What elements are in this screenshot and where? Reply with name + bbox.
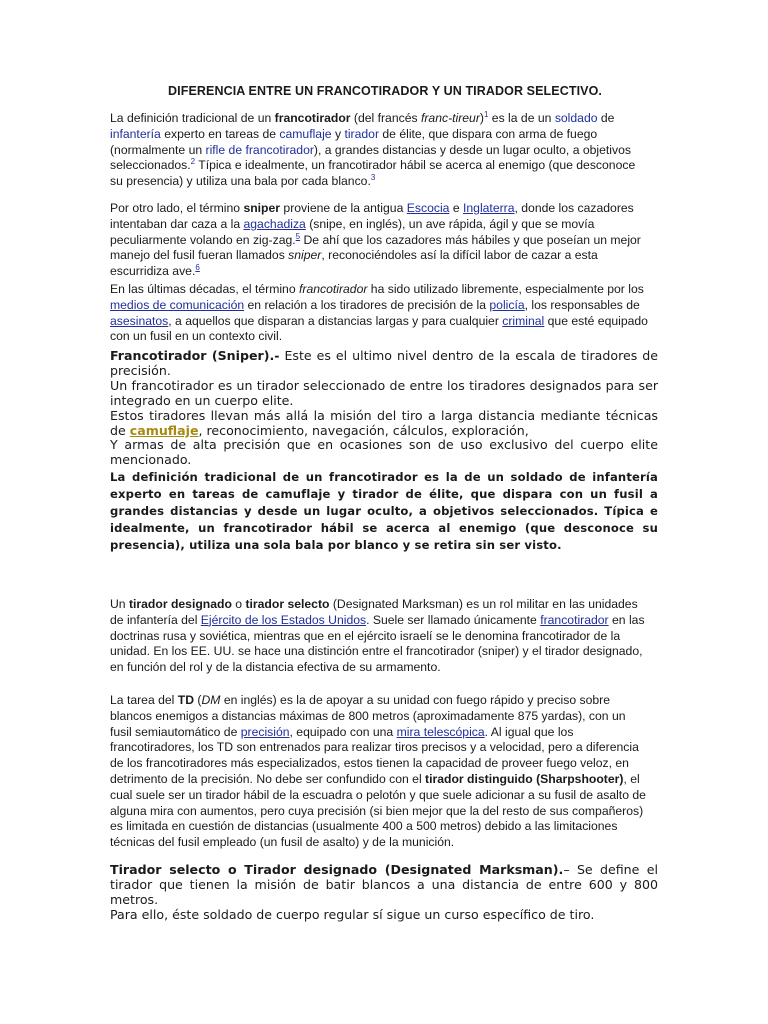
term-tirador-selecto: tirador selecto (245, 597, 330, 611)
text: Típica e idealmente, un francotirador hábil se acerca al enemigo (que desconoce su presencia) y utiliza una bala por cada blanco. (110, 158, 636, 189)
link-francotirador[interactable]: francotirador (540, 612, 609, 627)
text: proviene de la antigua (280, 201, 407, 215)
link-ejercito-eeuu[interactable]: Ejército de los Estados Unidos (200, 612, 367, 627)
text: Por otro lado, el término (110, 201, 244, 215)
paragraph-francotirador-sniper (110, 349, 658, 468)
text: en relación a los tiradores de precisión de la (244, 297, 490, 312)
paragraph-bold-definition: La definición tradicional de un francotirador es la de un soldado de infantería experto en tareas de camuflaje y tirador de élite, que dispara con un fusil a grandes distancias y desde un lugar oculto, a objetivos seleccionados. Típica e idealmente, un francotirador hábil se acerca al enemigo (que desconoce su presencia), utiliza una sola bala por blanco y se retira sin ser visto. (110, 470, 658, 552)
page-title: DIFERENCIA ENTRE UN FRANCOTIRADOR Y UN TIRADOR SELECTIVO. (168, 84, 602, 98)
text: Estos tiradores llevan más allá la misión del tiro a larga distancia mediante técnicas de (110, 407, 658, 438)
text: en inglés) es la de apoyar a su unidad con fuego rápido y preciso sobre blancos enemigos a distancias máximas de 800 metros (aproximadamente 875 yardas), con un fusil semiautomático de (110, 693, 626, 739)
text: ), a grandes distancias y desde un lugar oculto, a objetivos seleccionados. (110, 142, 631, 173)
line-group (110, 409, 658, 439)
paragraph-tirador-designado (110, 597, 650, 676)
paragraph-tirador-selecto (110, 863, 658, 923)
text: – Se define el tirador que tienen la misión de batir blancos a una distancia de entre 600 y 800 metros. (110, 862, 658, 907)
link-precision[interactable]: precisión (240, 724, 290, 739)
text: De ahí que los cazadores más hábiles y que poseían un mejor manejo del fusil fueran llamados (110, 232, 641, 263)
text: , donde los cazadores intentaban dar caza a la (110, 201, 634, 231)
link-agachadiza[interactable]: agachadiza (243, 216, 306, 231)
text: , equipado con una (289, 724, 397, 739)
link-infanteria[interactable]: infantería (110, 126, 161, 141)
text: o (231, 597, 246, 611)
term-francotirador-italic: francotirador (299, 282, 368, 296)
text: , reconociéndoles así la difícil labor de cazar a esta escurridiza ave. (110, 248, 598, 279)
line-group (110, 349, 658, 379)
term-franc-tireur: franc-tireur (420, 111, 480, 125)
text: . Suele ser llamado únicamente (366, 612, 541, 627)
text: Para ello, éste soldado de cuerpo regular sí sigue un curso específico de tiro. (110, 906, 595, 922)
link-camuflaje[interactable]: camuflaje (279, 126, 332, 141)
section-heading: Francotirador (Sniper).- (110, 348, 280, 363)
text: ) (479, 111, 484, 125)
paragraph-tarea-td (110, 693, 650, 851)
section-heading: Tirador selecto o Tirador designado (Designated Marksman). (110, 862, 564, 877)
footnote-link[interactable]: 1 (483, 109, 489, 119)
link-inglaterra[interactable]: Inglaterra (463, 201, 515, 215)
term-francotirador: francotirador (274, 111, 351, 125)
footnote-link[interactable]: 5 (295, 231, 301, 241)
text: de (597, 111, 615, 125)
text: La tarea del (110, 693, 178, 707)
text: , el cual suele ser un tirador hábil de la escuadra o pelotón y que suele adicionar a su fusil de asalto de alguna mira con aumentos, pero cuya precisión (si bien mejor que la del resto de sus compañeros) es limitada en cuestión de distancias (usualmente 400 a 500 metros) debido a las limitaciones técnicas del fusil empleado (un fusil de asalto) y de la munición. (110, 771, 646, 850)
text: , a aquellos que disparan a distancias largas y para cualquier (168, 313, 503, 328)
term-tirador-distinguido: tirador distinguido (Sharpshooter) (425, 771, 624, 786)
link-rifle-de-francotirador[interactable]: rifle de francotirador (205, 142, 314, 157)
link-criminal[interactable]: criminal (502, 313, 545, 328)
text: ha sido utilizado libremente, especialmente por los (367, 282, 644, 296)
paragraph-definition (110, 111, 650, 190)
term-sniper-italic: sniper (288, 248, 322, 263)
text: , reconocimiento, navegación, cálculos, exploración, (198, 422, 529, 438)
paragraph-sniper-origin (110, 201, 650, 280)
link-policia[interactable]: policía (489, 297, 525, 312)
term-sniper: sniper (243, 201, 281, 215)
line-group (110, 863, 658, 908)
text: que esté equipado con un fusil en un contexto civil. (110, 313, 648, 344)
text: (del francés (350, 111, 421, 125)
text: experto en tareas de (160, 126, 280, 141)
text: En las últimas décadas, el término (110, 282, 299, 296)
link-asesinatos[interactable]: asesinatos (110, 313, 169, 328)
text: Y armas de alta precisión que en ocasiones son de uso exclusivo del cuerpo elite mencionado. (110, 437, 658, 468)
term-dm: DM (201, 693, 221, 707)
text: (snipe, en inglés), un ave rápida, ágil y que se movía peculiarmente volando en zig-zag. (110, 216, 595, 247)
link-soldado[interactable]: soldado (554, 111, 598, 125)
link-mira-telescopica[interactable]: mira telescópica (396, 724, 485, 739)
link-escocia[interactable]: Escocia (406, 201, 450, 215)
text: ( (194, 693, 202, 707)
link-tirador[interactable]: tirador (344, 126, 379, 141)
text: . Al igual que los francotiradores, los TD son entrenados para realizar tiros precisos y a velocidad, pero a diferencia de los francotiradores más especializados, estos tienen la capacidad de proveer fuego veloz, en detrimento de la precisión. No debe ser confundido con el (110, 724, 639, 786)
text: de élite, que dispara con arma de fuego (normalmente un (110, 126, 598, 157)
text: Este es el ultimo nivel dentro de la escala de tiradores de precisión. (110, 348, 658, 378)
text: es la de un (488, 111, 555, 125)
term-td: TD (177, 693, 195, 707)
link-camuflaje-highlight[interactable]: camuflaje (129, 422, 199, 438)
text: Un (110, 597, 129, 611)
term-tirador-designado: tirador designado (128, 597, 232, 611)
text: y (331, 126, 345, 141)
text: Un francotirador es un tirador seleccionado de entre los tiradores designados para ser integrado en un cuerpo elite. (110, 377, 658, 408)
footnote-link[interactable]: 6 (195, 263, 200, 273)
paragraph-recent-usage (110, 282, 650, 345)
text: , los responsables de (524, 297, 640, 312)
text: e (449, 201, 463, 215)
text: La definición tradicional de un (110, 111, 275, 125)
link-medios-de-comunicacion[interactable]: medios de comunicación (110, 297, 245, 312)
footnote-link[interactable]: 2 (190, 157, 196, 167)
footnote-link[interactable]: 3 (370, 173, 376, 183)
text: en las doctrinas rusa y soviética, mientras que en el ejército israelí se le denomina francotirador de la unidad. En los EE. UU. se hace una distinción entre el francotirador (sniper) y el tirador designado, en función del rol y de la distancia efectiva de su armamento. (110, 612, 645, 675)
text: (Designated Marksman) es un rol militar en las unidades de infantería del (110, 597, 638, 627)
